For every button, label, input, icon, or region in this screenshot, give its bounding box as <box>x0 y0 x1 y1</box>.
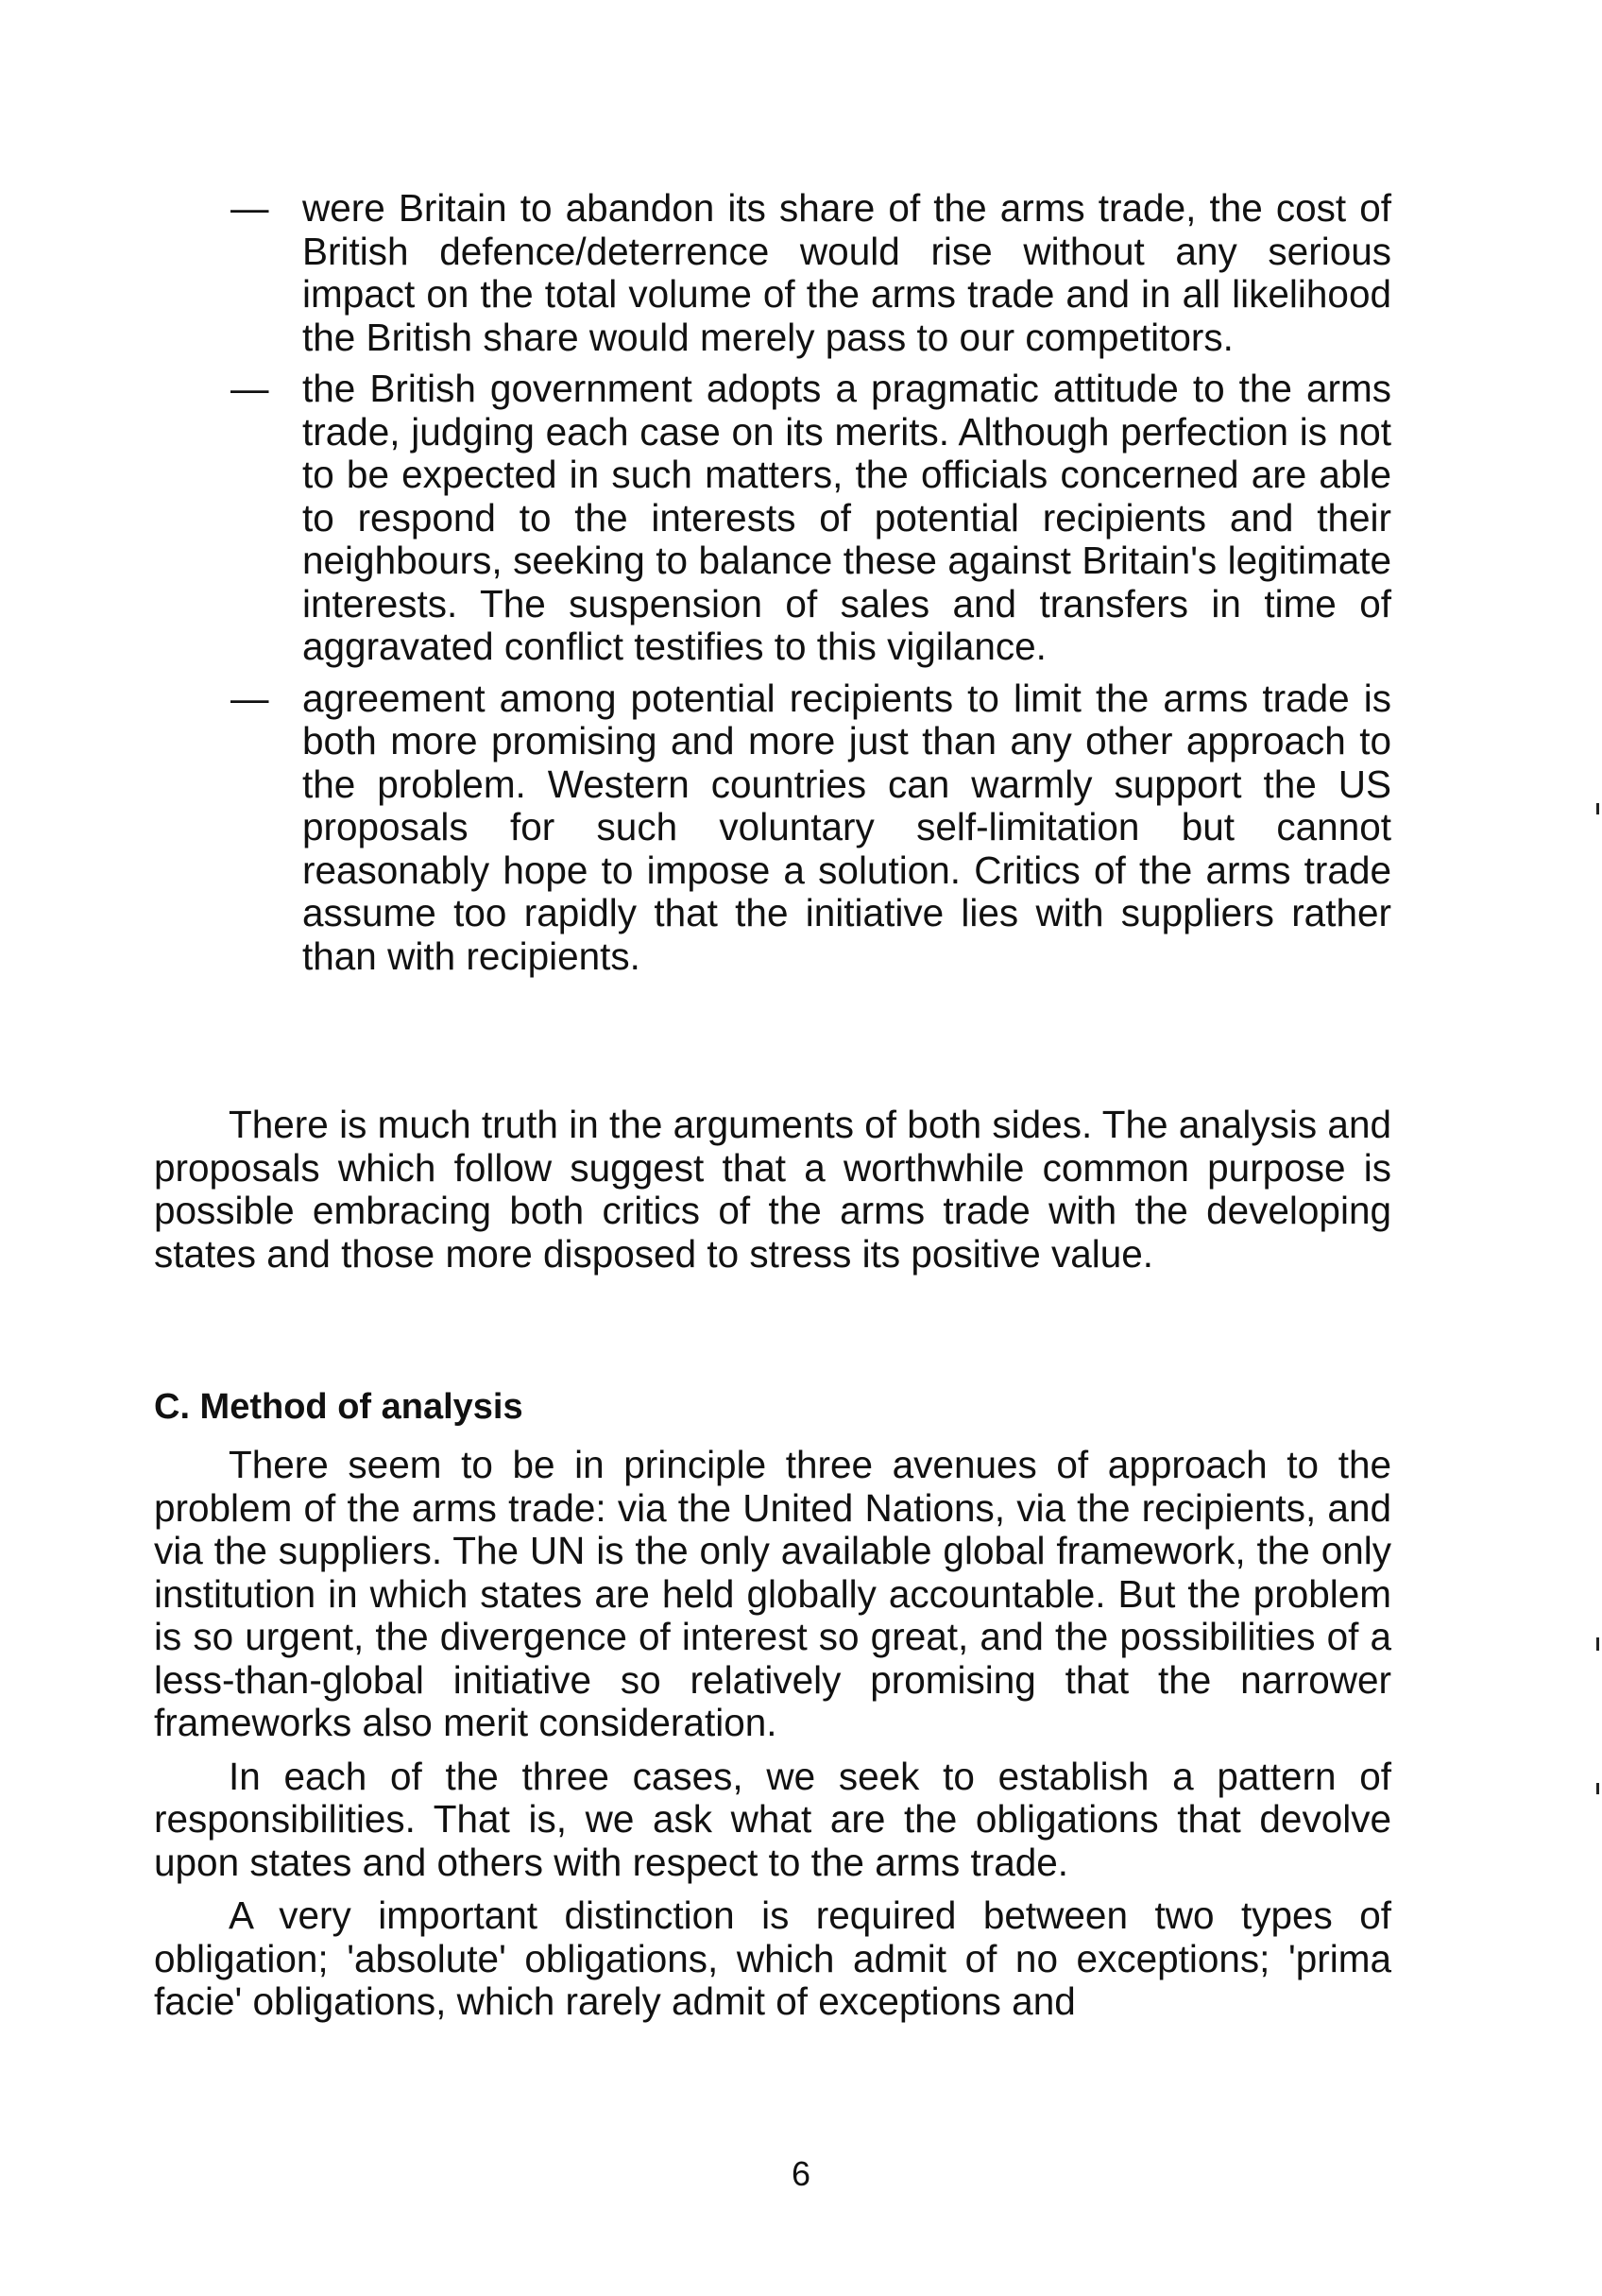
page-number: 6 <box>791 2154 811 2193</box>
dash-marker: — <box>230 676 269 720</box>
scan-artifact <box>1596 1783 1599 1794</box>
bullet-text: agreement among potential recipients to limit the arms trade is both more promising and more just than any other approach to the problem. Western countries can warmly support the US proposals for such voluntary self-limitation but cannot reasonably hope to impose a solution. Critics of the arms trade assume too rapidly that the initiative lies with suppliers rather than with recipients. <box>302 676 1391 978</box>
bullet-item <box>154 187 1391 359</box>
dash-marker: — <box>230 186 269 230</box>
scan-artifact <box>1596 1637 1599 1651</box>
bullet-list <box>154 187 1391 986</box>
section-body <box>154 1444 1391 2034</box>
bullet-text: were Britain to abandon its share of the arms trade, the cost of British defence/deterrence would rise without any serious impact on the total volume of the arms trade and in all likelihood the British share would merely pass to our competitors. <box>302 186 1391 359</box>
body-paragraph: There seem to be in principle three avenues of approach to the problem of the arms trade: via the United Nations, via the recipients, and via the suppliers. The UN is the only available global framework, the only institution in which states are held globally accountable. But the problem is so urgent, the divergence of interest so great, and the possibilities of a less-than-global initiative so relatively promising that the narrower frameworks also merit consideration. <box>154 1443 1391 1744</box>
dash-marker: — <box>230 367 269 410</box>
section-heading: C. Method of analysis <box>154 1387 523 1427</box>
bullet-item <box>154 677 1391 979</box>
scan-artifact <box>1596 803 1599 814</box>
summary-paragraph: There is much truth in the arguments of both sides. The analysis and proposals which follow suggest that a worthwhile common purpose is possible embracing both critics of the arms trade with the developing states and those more disposed to stress its positive value. <box>154 1103 1391 1276</box>
bullet-text: the British government adopts a pragmatic attitude to the arms trade, judging each case on its merits. Although perfection is not to be expected in such matters, the officials concerned are able to respond to the interests of potential recipients and their neighbours, seeking to balance these against Britain's legitimate interests. The suspension of sales and transfers in time of aggravated conflict testifies to this vigilance. <box>302 367 1391 668</box>
summary-block <box>154 1104 1391 1286</box>
body-paragraph: In each of the three cases, we seek to establish a pattern of responsibilities. That is, we ask what are the obligations that devolve upon states and others with respect to the arms trade. <box>154 1754 1391 1884</box>
bullet-item <box>154 368 1391 669</box>
body-paragraph: A very important distinction is required between two types of obligation; 'absolute' obligations, which admit of no exceptions; 'prima facie' obligations, which rarely admit of exceptions and <box>154 1893 1391 2023</box>
